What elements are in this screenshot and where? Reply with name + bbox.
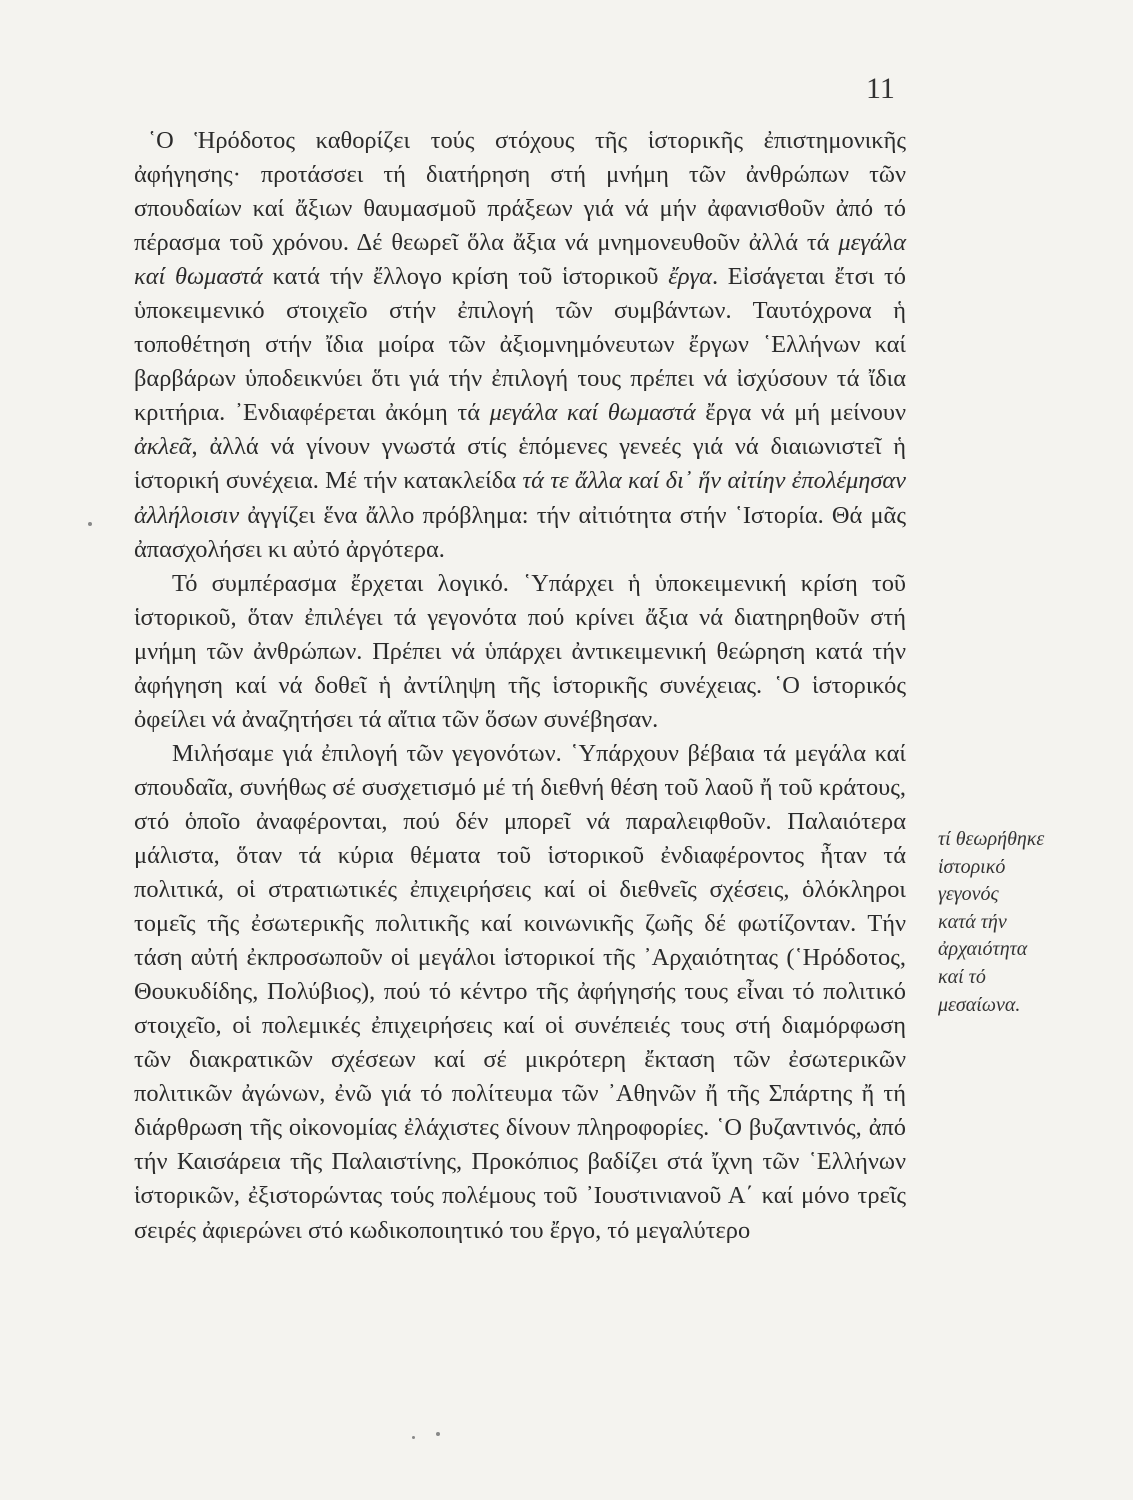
margin-note-line: τί θεωρήθηκε <box>938 828 1045 850</box>
text-run: . Εἰσάγεται ἔτσι τό ὑποκειμενικό στοιχεῖο στήν ἐπιλογή τῶν συμβάντων. Ταυτόχρονα ἡ τοποθέτηση στήν ἴδια μοίρα τῶν ἀξιομνημόνευτων ἔργων ῾Ελλήνων καί βαρβάρων ὑποδεικνύει ὅτι γιά τήν ἐπιλογή τους πρέπει νά ἰσχύσουν τά ἴδια κριτήρια. ᾿Ενδιαφέρεται ἀκόμη τά <box>134 263 906 427</box>
scan-speck <box>412 1436 415 1439</box>
margin-note-line: μεσαίωνα. <box>938 993 1021 1016</box>
italic-phrase: μεγάλα καί θωμαστά <box>489 399 696 427</box>
text-run: ἀγγίζει ἕνα ἄλλο πρόβλημα: τήν αἰτιότητα στήν ῾Ιστορία. Θά μᾶς ἀπασχολήσει κι αὐτό ἀργότερα. <box>134 501 906 563</box>
text-run: κατά τήν ἔλλογο κρίση τοῦ ἱστορικοῦ <box>262 263 669 291</box>
paragraph-2 <box>134 567 906 737</box>
italic-phrase: μεγάλα καί θωμαστά <box>134 229 906 291</box>
italic-phrase: τά τε ἄλλα καί δι᾿ ἥν αἰτίην ἐπολέμησαν ἀλλήλοισιν <box>134 467 906 529</box>
body-text <box>134 124 906 1248</box>
text-run: ῾Ο Ἡρόδοτος καθορίζει τούς στόχους τῆς ἱστορικῆς ἐπιστημονικῆς ἀφήγησης· προτάσσει τή διατήρηση στή μνήμη τῶν ἀνθρώπων τῶν σπουδαίων καί ἄξιων θαυμασμοῦ πράξεων γιά νά μήν ἀφανισθοῦν ἀπό τό πέρασμα τοῦ χρόνου. Δέ θεωρεῖ ὅλα ἄξια νά μνημονευθοῦν ἀλλά τά <box>134 127 906 257</box>
paragraph-3 <box>134 737 906 1248</box>
text-run: , ἀλλά νά γίνουν γνωστά στίς ἑπόμενες γενεές γιά νά διαιωνιστεῖ ἡ ἱστορική συνέχεια. Μέ τήν κατακλείδα <box>134 433 906 495</box>
italic-phrase: ἀκλεᾶ <box>134 433 192 461</box>
margin-note <box>938 826 1088 1019</box>
margin-note-line: καί τό <box>938 965 986 988</box>
scan-speck <box>436 1432 440 1436</box>
scan-speck <box>88 522 92 526</box>
margin-note-line: ἱστορικό <box>938 855 1006 878</box>
italic-phrase: ἔργα <box>668 263 712 291</box>
page-number: 11 <box>866 72 895 105</box>
margin-note-line: ἀρχαιότητα <box>938 938 1028 961</box>
margin-note-line: κατά τήν <box>938 910 1007 933</box>
margin-note-line: γεγονός <box>938 883 999 906</box>
text-run: Τό συμπέρασμα ἔρχεται λογικό. ῾Υπάρχει ἡ ὑποκειμενική κρίση τοῦ ἱστορικοῦ, ὅταν ἐπιλέγει τά γεγονότα πού κρίνει ἄξια νά διατηρηθοῦν στή μνήμη τῶν ἀνθρώπων. Πρέπει νά ὑπάρχει ἀντικειμενική θεώρηση κατά τήν ἀφήγηση καί νά δοθεῖ ἡ ἀντίληψη τῆς ἱστορικῆς συνέχειας. ῾Ο ἱστορικός ὀφείλει νά ἀναζητήσει τά αἴτια τῶν ὅσων συνέβησαν. <box>134 569 906 733</box>
text-run: ἔργα νά μή μείνουν <box>695 399 906 427</box>
text-run: Μιλήσαμε γιά ἐπιλογή τῶν γεγονότων. ῾Υπάρχουν βέβαια τά μεγάλα καί σπουδαῖα, συνήθως σέ συσχετισμό μέ τή διεθνή θέση τοῦ λαοῦ ἤ τοῦ κράτους, στό ὁποῖο ἀναφέρονται, πού δέν μπορεῖ νά παραλειφθοῦν. Παλαιότερα μάλιστα, ὅταν τά κύρια θέματα τοῦ ἱστορικοῦ ἐνδιαφέροντος ἦταν τά πολιτικά, οἱ στρατιωτικές ἐπιχειρήσεις καί οἱ διεθνεῖς σχέσεις, ὁλόκληροι τομεῖς τῆς ἐσωτερικῆς πολιτικῆς καί κοινωνικῆς ζωῆς δέ φωτίζονταν. Τήν τάση αὐτή ἐκπροσωποῦν οἱ μεγάλοι ἱστορικοί τῆς ᾿Αρχαιότητας (῾Ηρόδοτος, Θουκυδίδης, Πολύβιος), πού τό κέντρο τῆς ἀφήγησής τους εἶναι τό πολιτικό στοιχεῖο, οἱ πολεμικές ἐπιχειρήσεις καί οἱ συνέπειές τους στή διαμόρφωση τῶν διακρατικῶν σχέσεων καί σέ μικρότερη ἔκταση τῶν ἐσωτερικῶν πολιτικῶν ἀγώνων, ἐνῶ γιά τό πολίτευμα τῶν ᾿Αθηνῶν ἤ τῆς Σπάρτης ἤ τή διάρθρωση τῆς οἰκονομίας ἐλάχιστες δίνουν πληροφορίες. ῾Ο βυζαντινός, ἀπό τήν Καισάρεια τῆς Παλαιστίνης, Προκόπιος βαδίζει στά ἴχνη τῶν ῾Ελλήνων ἱστορικῶν, ἐξιστορώντας τούς πολέμους τοῦ ᾿Ιουστινιανοῦ Α΄ καί μόνο τρεῖς σειρές ἀφιερώνει στό κωδικοποιητικό του ἔργο, τό μεγαλύτερο <box>134 739 906 1244</box>
paragraph-1 <box>134 124 906 567</box>
